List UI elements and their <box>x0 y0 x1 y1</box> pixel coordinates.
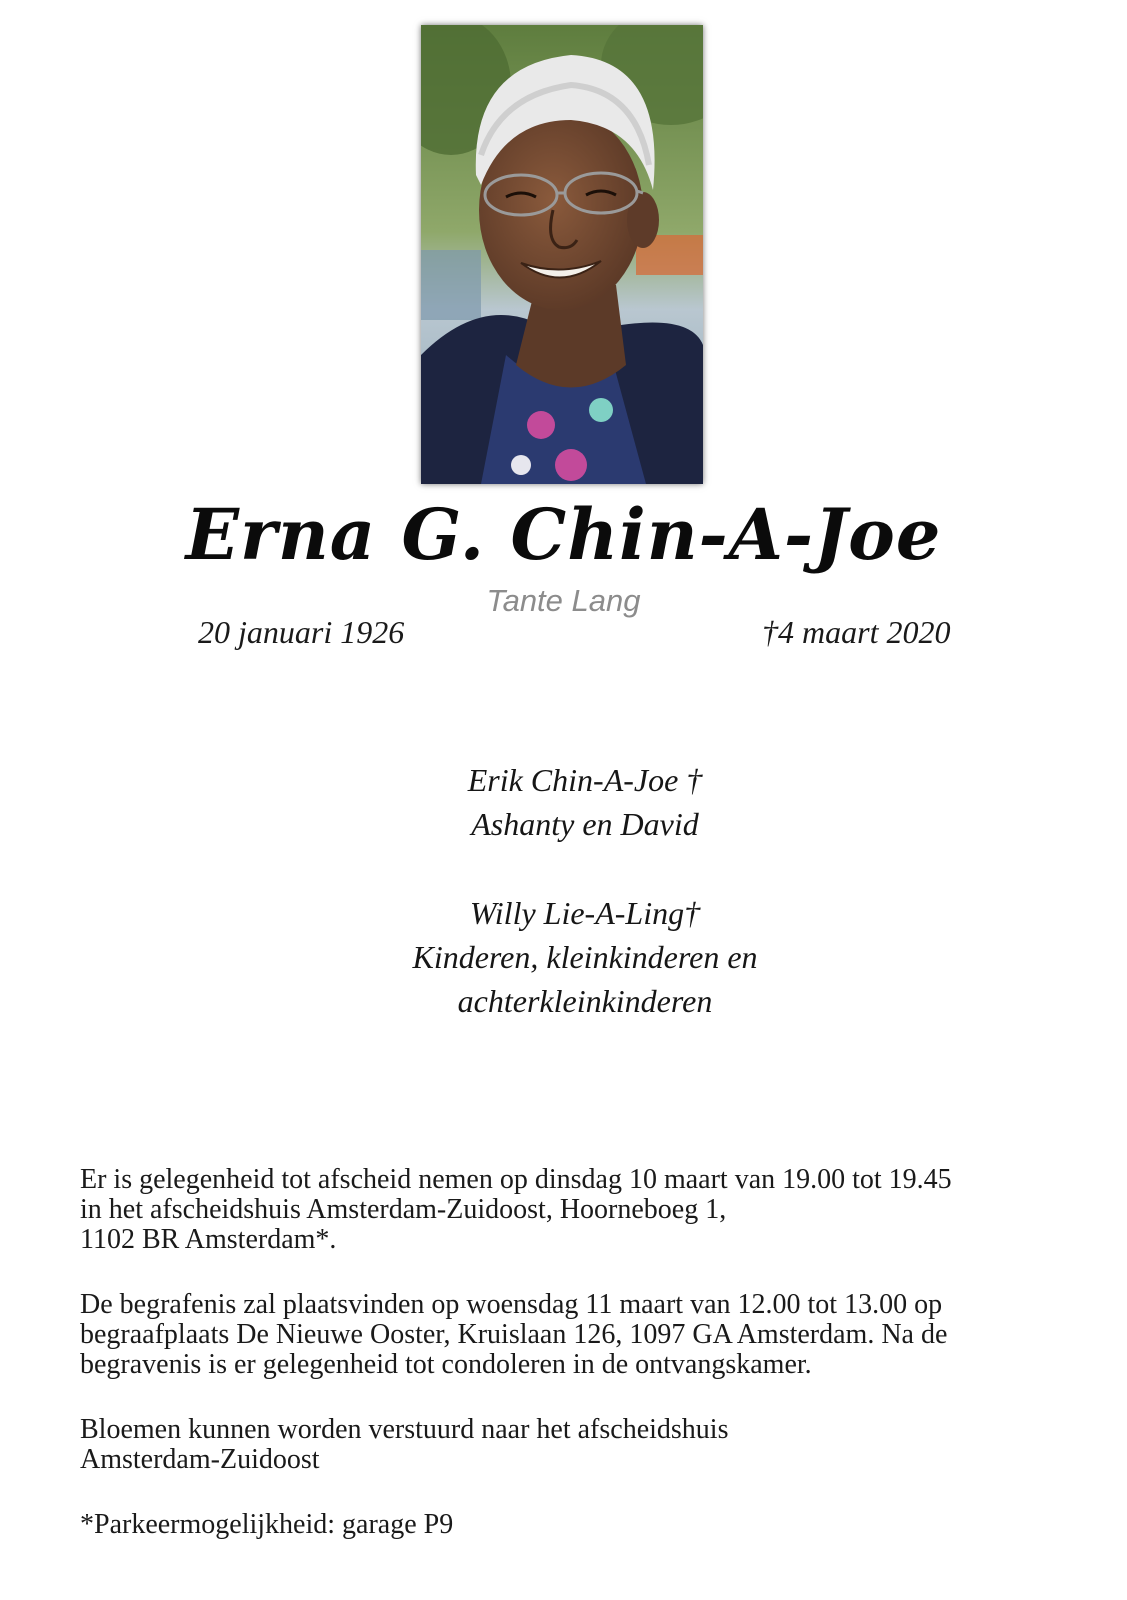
funeral-line: begravenis is er gelegenheid tot condoleren in de ontvangskamer. <box>80 1349 812 1380</box>
funeral-line: De begrafenis zal plaatsvinden op woensdag 11 maart van 12.00 tot 13.00 op <box>80 1289 943 1320</box>
flowers-notice <box>80 1415 1100 1475</box>
birth-date: 20 januari 1926 <box>198 614 405 650</box>
viewing-line: in het afscheidshuis Amsterdam-Zuidoost, Hoorneboeg 1, <box>80 1194 727 1225</box>
family-line-erik: Erik Chin-A-Joe † <box>467 762 703 798</box>
family-line-willy: Willy Lie-A-Ling† <box>469 895 701 931</box>
funeral-notice <box>80 1290 1100 1380</box>
death-date: †4 maart 2020 <box>762 614 951 650</box>
deceased-nickname: Tante Lang <box>486 583 641 618</box>
viewing-line: Er is gelegenheid tot afscheid nemen op dinsdag 10 maart van 19.00 tot 19.45 <box>80 1164 952 1195</box>
funeral-line: begraafplaats De Nieuwe Ooster, Kruislaan 126, 1097 GA Amsterdam. Na de <box>80 1319 948 1350</box>
flowers-line: Bloemen kunnen worden verstuurd naar het afscheidshuis <box>80 1414 729 1445</box>
portrait-photo <box>421 25 703 484</box>
parking-line: *Parkeermogelijkheid: garage P9 <box>80 1509 454 1540</box>
portrait-illustration <box>421 25 703 484</box>
deceased-name: Erna G. Chin-A-Joe <box>185 493 942 576</box>
family-line-great-grandchildren: achterkleinkinderen <box>457 983 713 1019</box>
family-line-children: Kinderen, kleinkinderen en <box>412 939 758 975</box>
viewing-line: 1102 BR Amsterdam*. <box>80 1224 337 1255</box>
family-line-ashanty-david: Ashanty en David <box>471 806 699 842</box>
parking-notice <box>80 1510 1100 1540</box>
viewing-notice <box>80 1165 1100 1255</box>
flowers-line: Amsterdam-Zuidoost <box>80 1444 320 1475</box>
